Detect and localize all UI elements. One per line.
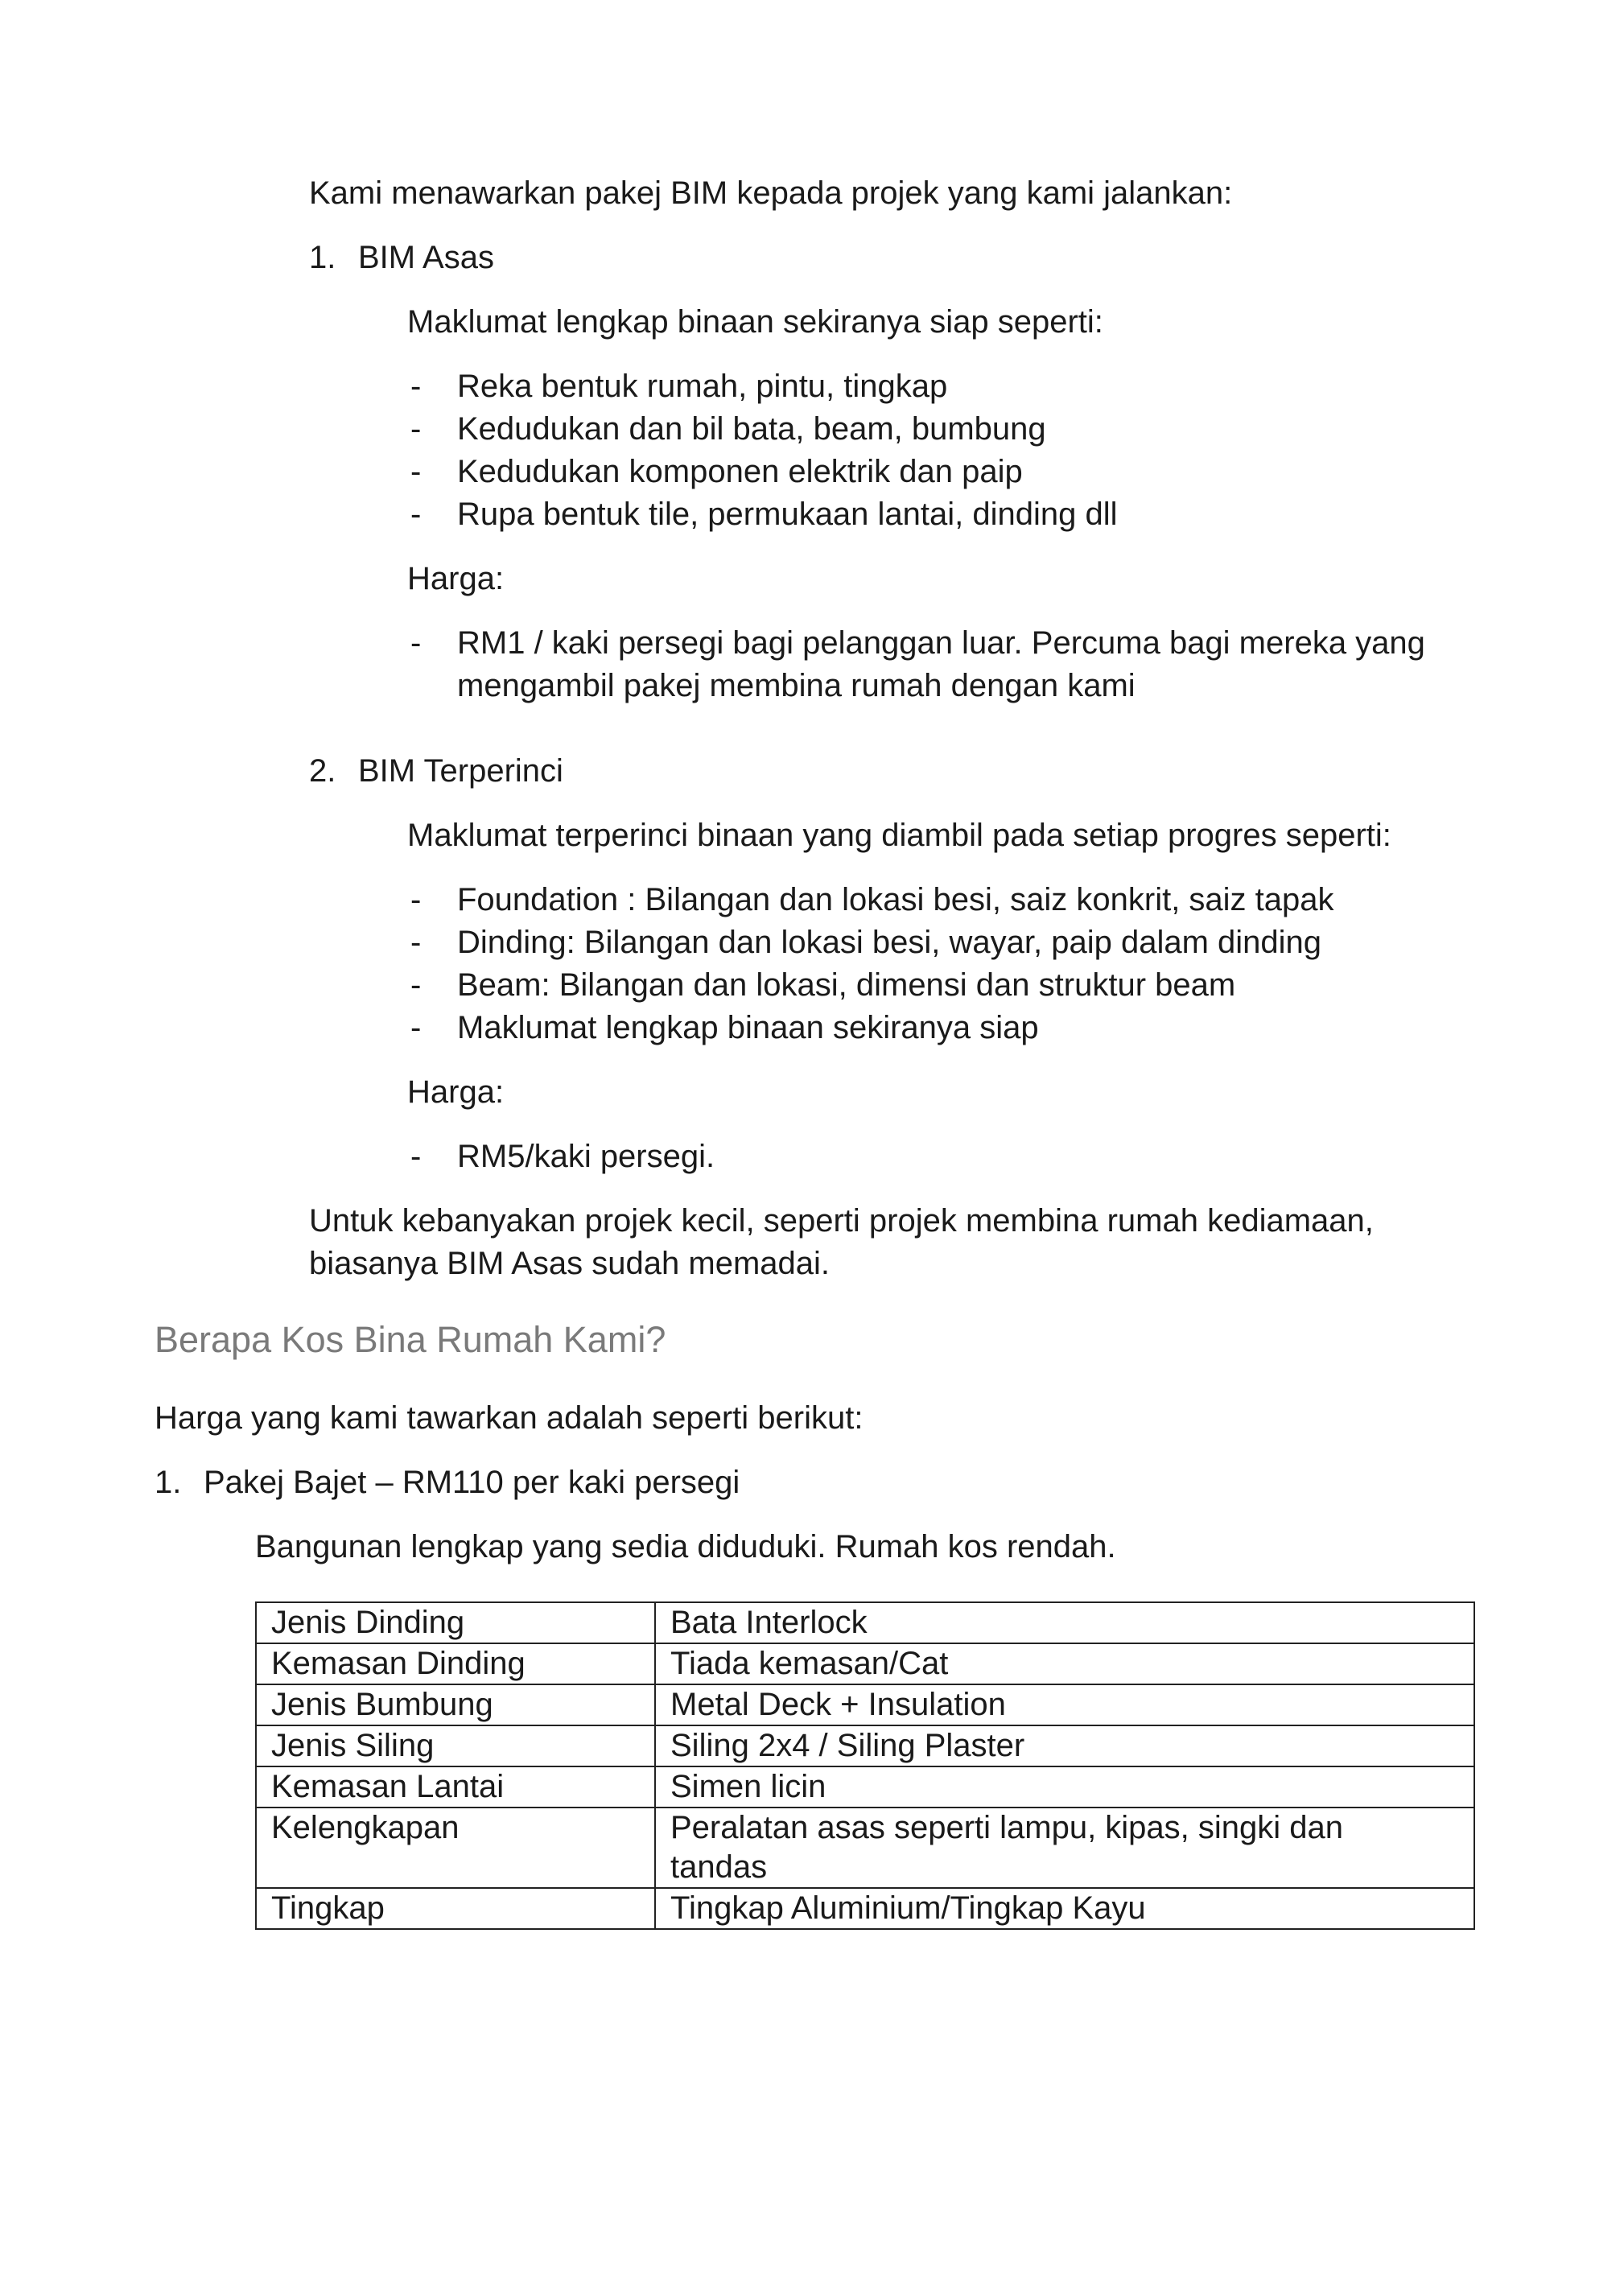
list-number: 1. xyxy=(309,240,336,275)
table-cell-line: Peralatan asas seperti lampu, kipas, singki dan xyxy=(670,1810,1344,1845)
intro-text: Kami menawarkan pakej BIM kepada projek yang kami jalankan: xyxy=(309,175,1233,211)
table-row xyxy=(256,1888,1474,1929)
table-cell-label: Kelengkapan xyxy=(256,1808,655,1888)
list-number: 2. xyxy=(309,753,336,789)
price-text: mengambil pakej membina rumah dengan kami xyxy=(457,668,1136,703)
bullet-dash: - xyxy=(410,369,422,404)
table-cell-value: Bata Interlock xyxy=(655,1602,1474,1643)
table-row xyxy=(256,1602,1474,1643)
package-title: BIM Terperinci xyxy=(358,753,563,789)
list-item: Kedudukan dan bil bata, beam, bumbung xyxy=(457,411,1046,447)
bullet-dash: - xyxy=(410,625,422,661)
list-item: Rupa bentuk tile, permukaan lantai, dinding dll xyxy=(457,497,1118,532)
list-item: Beam: Bilangan dan lokasi, dimensi dan struktur beam xyxy=(457,967,1236,1003)
table-cell-value: Simen licin xyxy=(655,1766,1474,1808)
table-row xyxy=(256,1643,1474,1684)
table-row xyxy=(256,1725,1474,1766)
list-item: Foundation : Bilangan dan lokasi besi, saiz konkrit, saiz tapak xyxy=(457,882,1334,917)
bullet-dash: - xyxy=(410,1010,422,1045)
spec-table xyxy=(255,1601,1475,1930)
price-text: RM1 / kaki persegi bagi pelanggan luar. Percuma bagi mereka yang xyxy=(457,625,1425,661)
list-item: Kedudukan komponen elektrik dan paip xyxy=(457,454,1023,489)
table-cell-value: Tingkap Aluminium/Tingkap Kayu xyxy=(655,1888,1474,1929)
list-item: Dinding: Bilangan dan lokasi besi, wayar, paip dalam dinding xyxy=(457,925,1322,960)
table-cell-label: Jenis Bumbung xyxy=(256,1684,655,1725)
table-cell-line: tandas xyxy=(670,1849,768,1885)
price-label: Harga: xyxy=(407,561,505,596)
table-row xyxy=(256,1766,1474,1808)
note-text: Untuk kebanyakan projek kecil, seperti projek membina rumah kediamaan, xyxy=(309,1203,1374,1239)
section-heading: Berapa Kos Bina Rumah Kami? xyxy=(155,1319,666,1360)
cost-package-description: Bangunan lengkap yang sedia diduduki. Rumah kos rendah. xyxy=(255,1529,1116,1564)
bullet-dash: - xyxy=(410,454,422,489)
table-cell-value: Metal Deck + Insulation xyxy=(655,1684,1474,1725)
table-cell-label: Jenis Dinding xyxy=(256,1602,655,1643)
price-label: Harga: xyxy=(407,1074,505,1110)
bullet-dash: - xyxy=(410,411,422,447)
cost-package-title: Pakej Bajet – RM110 per kaki persegi xyxy=(204,1465,740,1500)
package-description: Maklumat lengkap binaan sekiranya siap seperti: xyxy=(407,304,1103,340)
table-cell-label: Kemasan Lantai xyxy=(256,1766,655,1808)
package-description: Maklumat terperinci binaan yang diambil pada setiap progres seperti: xyxy=(407,818,1391,853)
table-cell-label: Tingkap xyxy=(256,1888,655,1929)
table-cell-value: Siling 2x4 / Siling Plaster xyxy=(655,1725,1474,1766)
table-row xyxy=(256,1684,1474,1725)
list-item: Reka bentuk rumah, pintu, tingkap xyxy=(457,369,948,404)
package-title: BIM Asas xyxy=(358,240,494,275)
bullet-dash: - xyxy=(410,497,422,532)
list-number: 1. xyxy=(155,1465,182,1500)
table-cell-label: Jenis Siling xyxy=(256,1725,655,1766)
price-text: RM5/kaki persegi. xyxy=(457,1139,715,1174)
table-cell-value: Tiada kemasan/Cat xyxy=(655,1643,1474,1684)
section-intro: Harga yang kami tawarkan adalah seperti berikut: xyxy=(155,1400,864,1436)
note-text: biasanya BIM Asas sudah memadai. xyxy=(309,1246,831,1281)
table-row xyxy=(256,1808,1474,1888)
bullet-dash: - xyxy=(410,967,422,1003)
bullet-dash: - xyxy=(410,1139,422,1174)
bullet-dash: - xyxy=(410,882,422,917)
table-cell-label: Kemasan Dinding xyxy=(256,1643,655,1684)
list-item: Maklumat lengkap binaan sekiranya siap xyxy=(457,1010,1039,1045)
table-cell-value xyxy=(655,1808,1474,1888)
bullet-dash: - xyxy=(410,925,422,960)
